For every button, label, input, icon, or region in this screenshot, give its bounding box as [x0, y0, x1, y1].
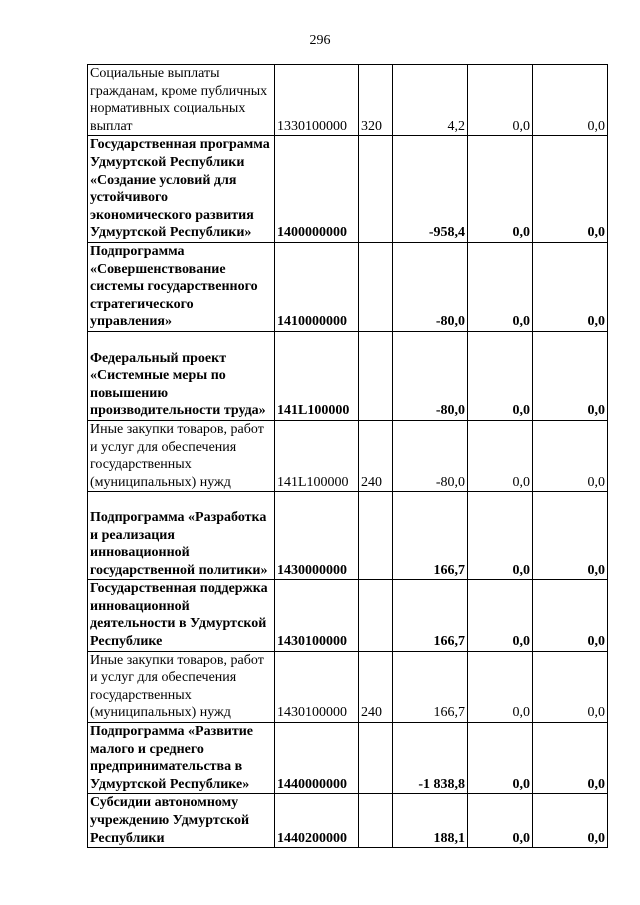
row-expense-type: 240 [359, 420, 393, 491]
row-amount-3: 0,0 [533, 492, 608, 580]
row-amount-3: 0,0 [533, 242, 608, 331]
row-amount-3: 0,0 [533, 580, 608, 651]
row-expense-type: 240 [359, 651, 393, 722]
row-amount-1: 166,7 [393, 580, 468, 651]
row-amount-2: 0,0 [468, 65, 533, 136]
row-code: 1400000000 [275, 136, 359, 243]
row-amount-3: 0,0 [533, 136, 608, 243]
row-code: 1430100000 [275, 651, 359, 722]
row-amount-2: 0,0 [468, 580, 533, 651]
row-amount-3: 0,0 [533, 794, 608, 848]
row-amount-2: 0,0 [468, 651, 533, 722]
row-code: 1440000000 [275, 723, 359, 794]
table-row [88, 331, 608, 420]
row-expense-type [359, 136, 393, 243]
table-row [88, 794, 608, 848]
row-amount-3: 0,0 [533, 723, 608, 794]
row-amount-1: 188,1 [393, 794, 468, 848]
row-amount-1: -80,0 [393, 331, 468, 420]
row-amount-1: -80,0 [393, 420, 468, 491]
row-code: 1430000000 [275, 492, 359, 580]
budget-table [87, 64, 608, 848]
table-row [88, 580, 608, 651]
row-amount-1: -80,0 [393, 242, 468, 331]
row-amount-1: -1 838,8 [393, 723, 468, 794]
table-row [88, 723, 608, 794]
row-amount-2: 0,0 [468, 136, 533, 243]
row-amount-3: 0,0 [533, 651, 608, 722]
table-row [88, 420, 608, 491]
row-amount-3: 0,0 [533, 331, 608, 420]
row-name: Социальные выплаты гражданам, кроме публичных нормативных социальных выплат [88, 65, 275, 136]
row-name: Иные закупки товаров, работ и услуг для обеспечения государственных (муниципальных) нужд [88, 420, 275, 491]
table-row [88, 492, 608, 580]
row-name: Государственная поддержка инновационной деятельности в Удмуртской Республике [88, 580, 275, 651]
table-row [88, 136, 608, 243]
row-amount-2: 0,0 [468, 723, 533, 794]
row-name: Подпрограмма «Развитие малого и среднего предпринимательства в Удмуртской Республике» [88, 723, 275, 794]
row-amount-2: 0,0 [468, 420, 533, 491]
row-code: 1430100000 [275, 580, 359, 651]
row-expense-type [359, 794, 393, 848]
row-name: Государственная программа Удмуртской Республики «Создание условий для устойчивого экономического развития Удмуртской Республики» [88, 136, 275, 243]
table-row [88, 65, 608, 136]
row-code: 141L100000 [275, 331, 359, 420]
row-amount-1: 166,7 [393, 651, 468, 722]
row-expense-type [359, 723, 393, 794]
row-expense-type [359, 331, 393, 420]
row-amount-1: 166,7 [393, 492, 468, 580]
row-amount-2: 0,0 [468, 331, 533, 420]
row-amount-1: -958,4 [393, 136, 468, 243]
row-name: Субсидии автономному учреждению Удмуртской Республики [88, 794, 275, 848]
row-expense-type [359, 242, 393, 331]
row-amount-2: 0,0 [468, 794, 533, 848]
row-code: 1440200000 [275, 794, 359, 848]
row-code: 1330100000 [275, 65, 359, 136]
row-name: Федеральный проект «Системные меры по повышению производительности труда» [88, 331, 275, 420]
row-name: Подпрограмма «Совершенствование системы государственного стратегического управления» [88, 242, 275, 331]
row-code: 1410000000 [275, 242, 359, 331]
row-amount-1: 4,2 [393, 65, 468, 136]
row-code: 141L100000 [275, 420, 359, 491]
row-expense-type [359, 492, 393, 580]
table-row [88, 242, 608, 331]
row-name: Иные закупки товаров, работ и услуг для обеспечения государственных (муниципальных) нужд [88, 651, 275, 722]
page-number: 296 [309, 33, 331, 48]
row-amount-2: 0,0 [468, 492, 533, 580]
table-row [88, 651, 608, 722]
row-name: Подпрограмма «Разработка и реализация инновационной государственной политики» [88, 492, 275, 580]
row-expense-type [359, 580, 393, 651]
budget-table-body [88, 65, 608, 848]
row-amount-2: 0,0 [468, 242, 533, 331]
row-amount-3: 0,0 [533, 65, 608, 136]
row-expense-type: 320 [359, 65, 393, 136]
row-amount-3: 0,0 [533, 420, 608, 491]
